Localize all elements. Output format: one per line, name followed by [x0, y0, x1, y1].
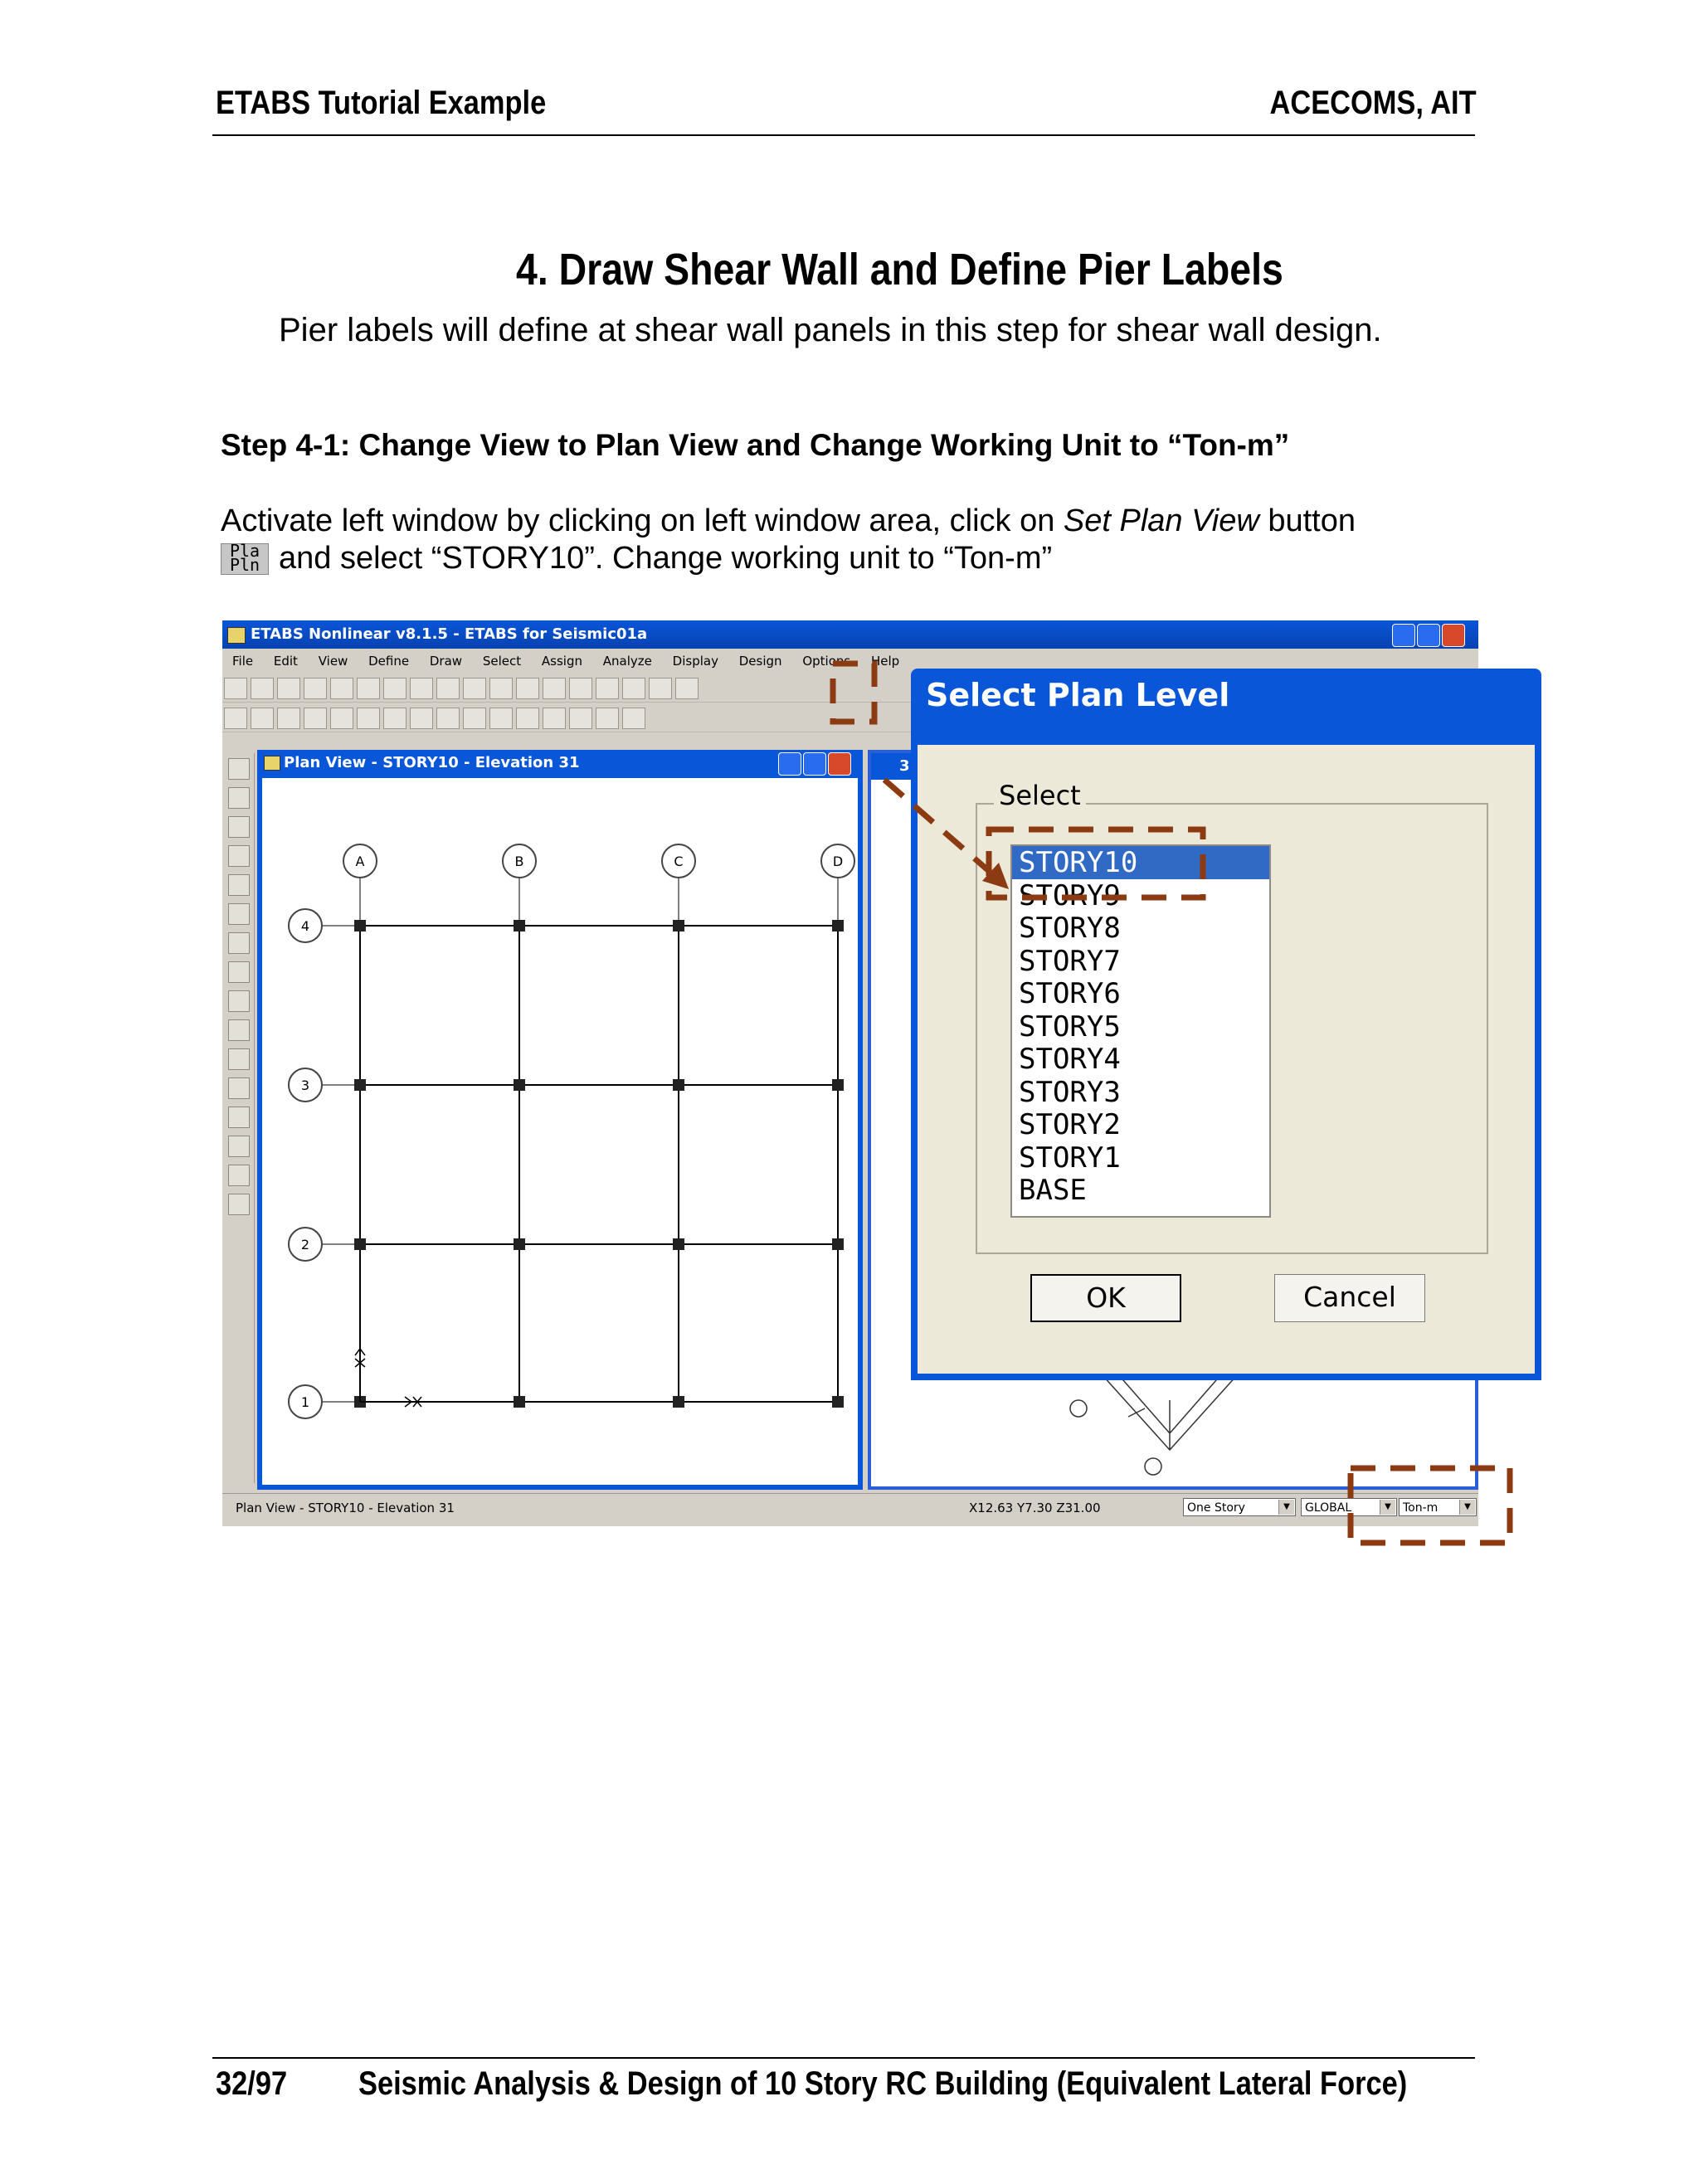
- intro-text: Pier labels will define at shear wall panels in this step for shear wall design.: [279, 312, 1382, 348]
- ok-button[interactable]: OK: [1030, 1274, 1181, 1322]
- header-right: ACECOMS, AIT: [1269, 85, 1477, 121]
- status-coordinates: X12.63 Y7.30 Z31.00: [969, 1501, 1101, 1515]
- instruction-line-2: and select “STORY10”. Change working unit to “Ton-m”: [279, 541, 1053, 576]
- footer-title: Seismic Analysis & Design of 10 Story RC Building (Equivalent Lateral Force): [358, 2065, 1408, 2102]
- grid-label-c: C: [674, 854, 684, 869]
- menu-draw[interactable]: Draw: [429, 654, 463, 669]
- menu-analyze[interactable]: Analyze: [602, 654, 652, 669]
- chevron-down-icon: ▼: [1380, 1500, 1395, 1515]
- plan-window-title: Plan View - STORY10 - Elevation 31: [284, 754, 580, 771]
- menu-view[interactable]: View: [318, 654, 348, 669]
- list-item-story9[interactable]: STORY9: [1019, 878, 1121, 912]
- section-title: 4. Draw Shear Wall and Define Pier Labels: [516, 245, 1283, 294]
- list-item-story8[interactable]: STORY8: [1019, 912, 1121, 945]
- story10-highlight: [989, 829, 1203, 897]
- chevron-down-icon: ▼: [1459, 1500, 1475, 1515]
- grid-label-4: 4: [300, 918, 310, 934]
- list-item-story4[interactable]: STORY4: [1019, 1043, 1121, 1076]
- cancel-button[interactable]: Cancel: [1274, 1274, 1425, 1322]
- menu-display[interactable]: Display: [672, 654, 718, 669]
- list-item-story1[interactable]: STORY1: [1019, 1141, 1121, 1175]
- plan-button-highlight: [833, 664, 874, 722]
- app-title: ETABS Nonlinear v8.1.5 - ETABS for Seismic01a: [251, 625, 648, 643]
- grid-label-b: B: [514, 854, 524, 869]
- menu-edit[interactable]: Edit: [273, 654, 298, 669]
- list-item-base[interactable]: BASE: [1019, 1174, 1087, 1207]
- menu-define[interactable]: Define: [368, 654, 410, 669]
- instruction-line-1: Activate left window by clicking on left window area, click on Set Plan View button: [221, 503, 1356, 538]
- story-select-value: One Story: [1187, 1501, 1245, 1515]
- select-group-label: Select: [994, 780, 1086, 811]
- list-item-story2[interactable]: STORY2: [1019, 1108, 1121, 1141]
- menu-design[interactable]: Design: [738, 654, 782, 669]
- chevron-down-icon: ▼: [1278, 1500, 1294, 1515]
- grid-label-d: D: [832, 854, 844, 869]
- menu-help[interactable]: Help: [871, 654, 900, 669]
- header-left: ETABS Tutorial Example: [216, 85, 547, 121]
- coord-system-value: GLOBAL: [1305, 1501, 1352, 1515]
- status-view-label: Plan View - STORY10 - Elevation 31: [236, 1501, 455, 1515]
- set-plan-view-icon: Pla Pln: [221, 543, 269, 575]
- menu-assign[interactable]: Assign: [541, 654, 582, 669]
- list-item-story5[interactable]: STORY5: [1019, 1009, 1121, 1043]
- list-item-story10[interactable]: STORY10: [1012, 846, 1269, 879]
- footer-rule: [212, 2057, 1475, 2059]
- list-item-story6[interactable]: STORY6: [1019, 977, 1121, 1010]
- menu-select[interactable]: Select: [482, 654, 522, 669]
- grid-label-2: 2: [300, 1237, 310, 1253]
- units-value: Ton-m: [1403, 1501, 1439, 1515]
- step-title: Step 4-1: Change View to Plan View and Change Working Unit to “Ton-m”: [221, 428, 1290, 462]
- grid-label-3: 3: [300, 1077, 310, 1093]
- units-highlight: [1351, 1468, 1510, 1543]
- page-number: 32/97: [216, 2065, 288, 2102]
- menu-options[interactable]: Options: [802, 654, 851, 669]
- dialog-title: Select Plan Level: [926, 677, 1230, 713]
- pointer-arrow-line: [884, 780, 1002, 883]
- menu-file[interactable]: File: [232, 654, 254, 669]
- grid-label-a: A: [355, 854, 365, 869]
- 3d-window-title: 3: [899, 757, 910, 775]
- list-item-story3[interactable]: STORY3: [1019, 1075, 1121, 1109]
- grid-label-1: 1: [300, 1394, 310, 1410]
- list-item-story7[interactable]: STORY7: [1019, 944, 1121, 978]
